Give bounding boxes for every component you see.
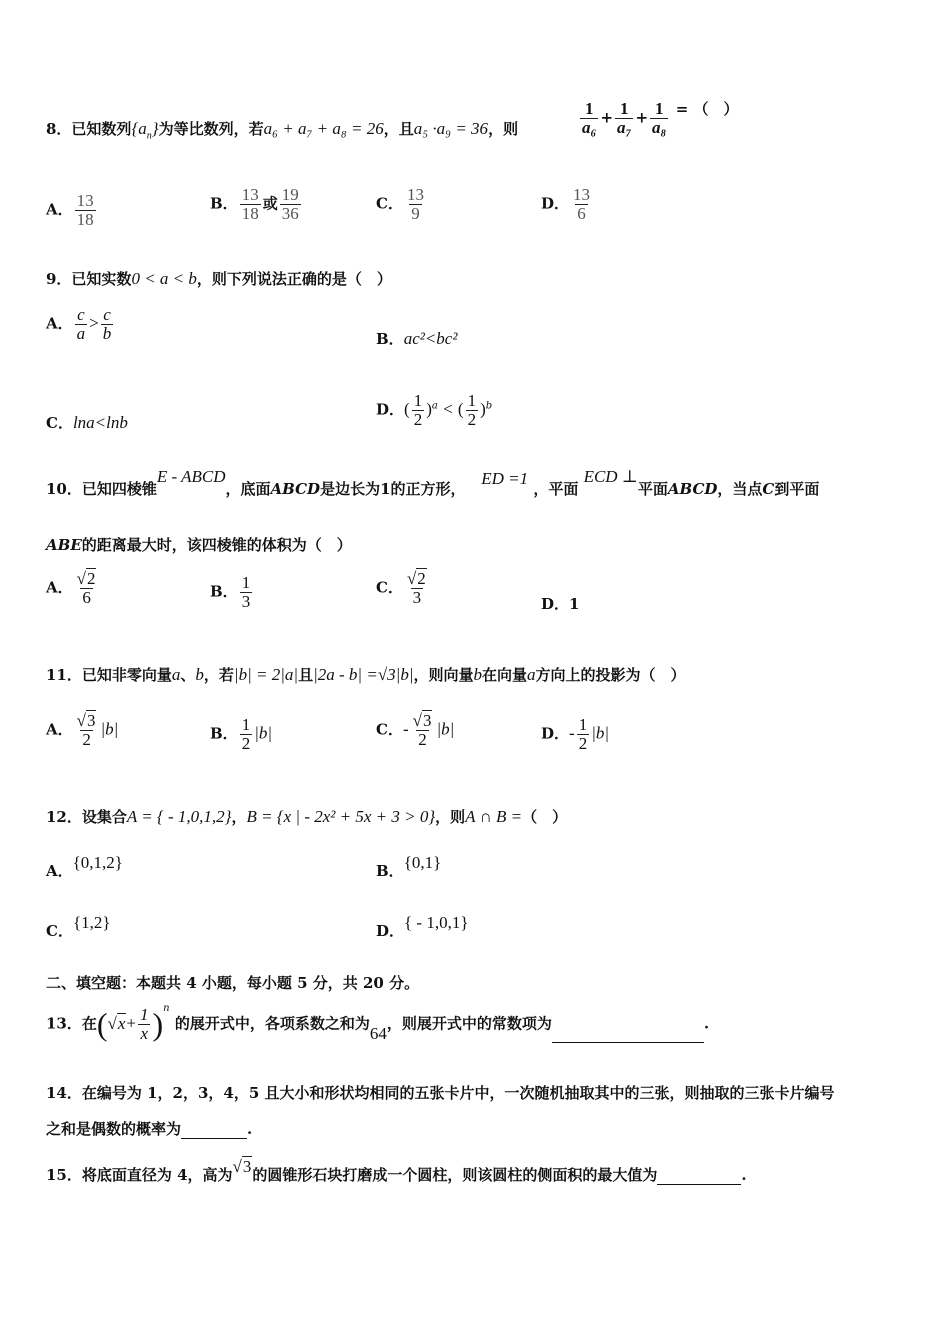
frac-den: 6 (577, 203, 586, 223)
q10-point: C (762, 480, 775, 498)
option-letter: A． (46, 720, 73, 739)
option-letter: A． (46, 200, 73, 219)
frac-num: 1 (619, 99, 629, 118)
option-letter: C． (376, 194, 403, 213)
q8-condition-product: a₅ ·a₉ = 36 (413, 119, 489, 138)
q10-text: 平面 (637, 480, 668, 498)
frac-den: 6 (82, 587, 91, 607)
q13-text: . (703, 1014, 710, 1033)
paren: ( (457, 399, 464, 419)
option-fraction (405, 186, 426, 223)
option-or: 或 (262, 194, 278, 213)
q11-text: 方向上的投影为（ ） (535, 666, 686, 684)
q13-sum: 64 (369, 1023, 387, 1043)
option-fraction (101, 306, 114, 343)
option-letter: C． (46, 922, 73, 940)
q12-text: ， (231, 808, 247, 826)
option-set: {0,1,2} (72, 853, 123, 872)
q14-text: 之和是偶数的概率为 (46, 1120, 182, 1138)
q11-stem (46, 664, 686, 685)
frac-num: 1 (241, 573, 251, 592)
q10-option-b[interactable] (210, 574, 254, 611)
option-fraction (240, 716, 253, 753)
sign: - (402, 719, 409, 739)
q8-term-3 (650, 100, 668, 137)
q11-option-d[interactable] (541, 716, 609, 753)
option-letter: B． (210, 194, 238, 213)
q8-option-a[interactable] (46, 192, 98, 229)
option-fraction (240, 186, 261, 223)
q8-term-2 (615, 100, 633, 137)
frac-den: a (76, 323, 86, 343)
option-set: {0,1} (403, 853, 442, 872)
q10-side: 1 (380, 480, 391, 498)
frac-den: 18 (241, 203, 259, 223)
q14-stem-line2 (46, 1118, 252, 1139)
option-expression: ac²<bc² (403, 329, 458, 348)
frac-den: b (102, 323, 112, 343)
q9-condition: 0 < a < b (131, 269, 197, 288)
option-fraction (240, 574, 253, 611)
option-operator: > (89, 313, 99, 333)
q10-option-d[interactable] (541, 593, 579, 614)
frac-num: 19 (281, 185, 299, 204)
q8-text: ，则 (488, 120, 519, 138)
frac-den: 2 (578, 733, 588, 753)
q11-option-c[interactable] (376, 712, 454, 749)
q13-fraction (138, 1006, 151, 1043)
answer-blank[interactable] (657, 1184, 741, 1185)
frac-num: 1 (413, 391, 423, 410)
radicand: 3 (86, 711, 96, 730)
frac-num: 1 (241, 715, 251, 734)
option-fraction (75, 570, 99, 607)
q8-text: 为等比数列，若 (158, 120, 264, 138)
option-letter: D． (376, 922, 405, 940)
q12-text: 12．设集合 (46, 808, 127, 826)
q11-text: ，则向量 (413, 666, 474, 684)
q10-option-a[interactable] (46, 570, 100, 607)
q9-option-c[interactable] (46, 412, 128, 433)
q10-ed: ED =1 (481, 469, 529, 488)
q9-option-b[interactable] (376, 328, 457, 349)
frac-den: 9 (411, 203, 420, 223)
q11-text: 在向量 (482, 666, 528, 684)
q9-text: 9．已知实数 (46, 270, 132, 288)
q8-text: ，且 (383, 120, 414, 138)
option-letter: A． (46, 314, 73, 333)
q10-text: 的距离最大时，该四棱锥的体积为（ ） (81, 536, 352, 554)
vector-norm: |b| (254, 723, 273, 743)
option-letter: D． (541, 724, 570, 743)
q8-seq-body: {a (131, 119, 147, 138)
option-fraction (577, 716, 590, 753)
frac-den: a₈ (652, 117, 667, 137)
frac-num: 1 (140, 1005, 149, 1025)
frac-den: 2 (241, 733, 251, 753)
option-letter: A． (46, 578, 73, 597)
q15-text: 15．将底面直径为 4，高为 (46, 1166, 233, 1184)
radicand: x (117, 1013, 126, 1033)
q11-vector-a: a (171, 665, 181, 684)
q13-stem (46, 1002, 710, 1043)
frac-den: 36 (281, 203, 299, 223)
q11-option-a[interactable] (46, 712, 118, 749)
frac-num: 13 (406, 185, 424, 204)
q10-plane: ABE (46, 536, 82, 554)
sign: - (569, 723, 575, 743)
q8-option-b[interactable] (210, 186, 303, 223)
q11-vector-a: a (527, 665, 536, 684)
q12-option-a[interactable] (46, 853, 123, 881)
q15-stem (46, 1157, 747, 1185)
exponent: b (485, 400, 493, 412)
q12-text: （ ） (522, 808, 568, 826)
q8-seq-sub: n (146, 130, 152, 142)
q14-text: . (247, 1120, 253, 1138)
q11-text: 11．已知非零向量 (46, 666, 172, 684)
q10-pyramid: E - ABCD (156, 467, 226, 486)
q11-condition-1: |b| = 2|a| (233, 665, 299, 684)
q13-text: ，则展开式中的常数项为 (386, 1014, 552, 1033)
operator: + (126, 1013, 137, 1033)
option-fraction (466, 392, 479, 429)
q9-option-d[interactable] (376, 392, 492, 429)
q10-text: ，平面 (533, 480, 579, 498)
q15-text: . (741, 1166, 747, 1184)
option-expression: lna<lnb (72, 413, 128, 432)
frac-den: 3 (412, 587, 422, 607)
vector-norm: |b| (591, 723, 610, 743)
frac-den: 18 (76, 209, 94, 229)
option-letter: C． (376, 578, 403, 597)
q11-text: 、 (180, 666, 196, 684)
radicand: 3 (422, 711, 432, 730)
option-fraction (75, 712, 99, 749)
answer-blank[interactable] (181, 1138, 247, 1139)
frac-num: 13 (573, 185, 591, 204)
paren-close: ) (152, 1006, 164, 1042)
q12-stem (46, 806, 567, 827)
option-letter: B． (376, 330, 404, 348)
q11-option-b[interactable] (210, 716, 272, 753)
option-letter: A． (46, 862, 73, 880)
radicand: 2 (417, 569, 426, 588)
frac-den: a₆ (582, 117, 597, 137)
paren-open: ( (96, 1006, 108, 1042)
frac-num: 1 (467, 391, 477, 410)
sqrt: √2 (76, 569, 96, 588)
q10-option-c[interactable] (376, 570, 431, 607)
frac-den: a₇ (617, 117, 632, 137)
q9-stem (46, 268, 392, 289)
sqrt: √3 (76, 711, 96, 730)
option-letter: D． (541, 194, 570, 213)
sqrt: √x (107, 1013, 126, 1033)
q10-stem-line2 (46, 534, 352, 555)
q13-text: 13．在 (46, 1014, 97, 1033)
option-operator: < (443, 399, 453, 419)
q14-stem-line1: 14．在编号为 1，2，3，4，5 且大小和形状均相同的五张卡片中，一次随机抽取其中的三张，则抽取的三张卡片编号 (46, 1084, 835, 1102)
option-letter: C． (376, 720, 403, 739)
q10-base: ABCD (270, 480, 321, 498)
option-fraction (412, 392, 425, 429)
frac-den: 3 (241, 591, 251, 611)
option-set: {1,2} (72, 913, 111, 932)
option-letter: D． (541, 595, 570, 613)
q12-intersection: A ∩ B = (465, 807, 523, 826)
q15-text: 的圆锥形石块打磨成一个圆柱，则该圆柱的侧面积的最大值为 (252, 1166, 658, 1184)
q11-text: ，若 (203, 666, 234, 684)
q12-option-b[interactable] (376, 853, 442, 881)
q8-tail: = （ ） (675, 100, 739, 119)
q8-target-expr: $\frac{1}{\text{a₆}}$ + $\frac{1}{\text{a₇}}$ + $\frac{1}{\text{a₈}}$ = （ ） (582, 99, 739, 137)
q8-option-d[interactable] (541, 186, 594, 223)
q12-text: ，则 (435, 808, 466, 826)
q11-condition-2: |2a - b| =√3|b| (313, 665, 414, 684)
paren: ) (480, 399, 486, 419)
frac-num: 1 (578, 715, 588, 734)
q11-vector-b: b (473, 665, 483, 684)
option-letter: B． (210, 724, 238, 743)
radicand: 2 (86, 569, 96, 588)
vector-norm: |b| (436, 719, 455, 739)
paren: ) (426, 399, 432, 419)
frac-den: x (140, 1024, 149, 1043)
q13-text: 的展开式中，各项系数之和为 (174, 1014, 370, 1033)
answer-blank[interactable] (552, 1042, 704, 1043)
frac-den: 2 (413, 409, 423, 429)
sqrt: √3 (412, 711, 432, 730)
paren: ( (404, 399, 410, 419)
q10-text: 的正方形， (390, 480, 466, 498)
sqrt: √2 (406, 569, 426, 588)
option-letter: B． (210, 582, 238, 601)
exponent: a (431, 400, 438, 412)
frac-num: 1 (655, 99, 664, 118)
q10-base: ABCD (667, 480, 718, 498)
option-value: 1 (569, 595, 580, 613)
q9-option-a[interactable] (46, 306, 115, 343)
frac-num: c (77, 305, 85, 324)
exponent: n (163, 1002, 170, 1014)
option-fraction (75, 306, 88, 343)
option-fraction-2 (280, 186, 301, 223)
q12-set-b: B = {x | - 2x² + 5x + 3 > 0} (246, 807, 436, 826)
vector-norm: |b| (100, 719, 119, 739)
q10-stem-line1 (46, 467, 820, 499)
q10-text: 是边长为 (320, 480, 381, 498)
q11-vector-b: b (195, 665, 204, 684)
option-fraction (571, 186, 592, 223)
option-fraction (75, 192, 96, 229)
q8-seq (131, 119, 159, 142)
radicand: 3 (242, 1157, 252, 1176)
q10-text: 10．已知四棱锥 (46, 480, 157, 498)
q8-condition-sum: a₆ + a₇ + a₈ = 26 (263, 119, 384, 138)
q8-text: 8．已知数列 (46, 120, 132, 138)
option-letter: B． (376, 862, 404, 880)
frac-den: 2 (418, 729, 427, 749)
frac-den: 2 (467, 409, 477, 429)
sqrt: √3 (232, 1157, 252, 1176)
q12-set-a: A = { - 1,0,1,2} (126, 807, 232, 826)
option-letter: D． (376, 400, 405, 419)
q8-stem (46, 118, 518, 141)
frac-den: 2 (82, 729, 91, 749)
q11-text: 且 (298, 666, 314, 684)
q8-term-1 (580, 100, 598, 137)
q8-option-c[interactable] (376, 186, 428, 223)
frac-num: 13 (76, 191, 94, 210)
frac-num: c (103, 305, 111, 324)
q12-option-c[interactable] (46, 913, 111, 941)
option-fraction (405, 570, 429, 607)
q10-text: ，底面 (225, 480, 271, 498)
frac-num: 1 (584, 99, 594, 118)
q8-seq-close: } (151, 119, 159, 138)
section-heading: 二、填空题：本题共 4 小题，每小题 5 分，共 20 分。 (46, 974, 420, 992)
q9-text: ，则下列说法正确的是（ ） (196, 270, 392, 288)
frac-num: 13 (241, 185, 259, 204)
q10-ecd: ECD ⊥ (583, 467, 638, 486)
option-set: { - 1,0,1} (404, 913, 469, 932)
option-fraction (411, 712, 435, 749)
option-letter: C． (46, 414, 73, 432)
q12-option-d[interactable] (376, 913, 469, 941)
q10-text: ，当点 (717, 480, 763, 498)
q10-text: 到平面 (774, 480, 820, 498)
